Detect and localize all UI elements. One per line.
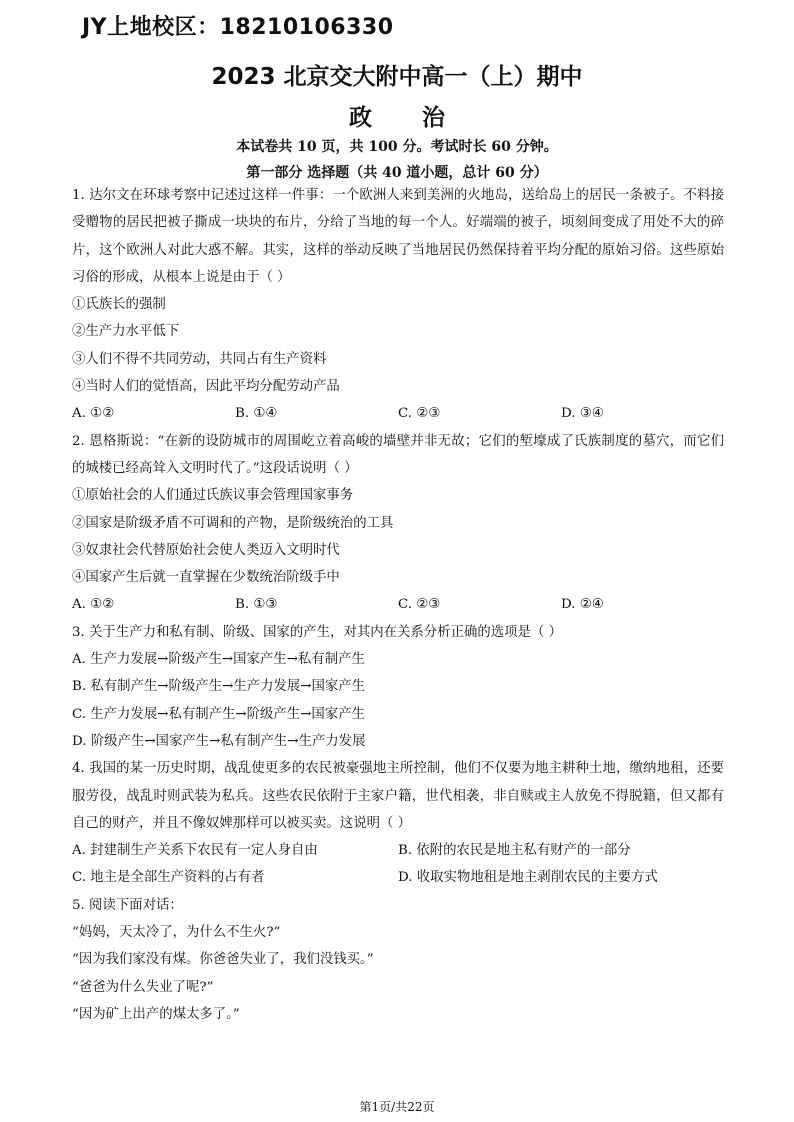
statement-item: ②国家是阶级矛盾不可调和的产物，是阶级统治的工具 (72, 515, 394, 531)
option-d: D. 收取实物地租是地主剥削农民的主要方式 (398, 870, 658, 886)
question-5 (72, 892, 724, 1028)
statement-item: ②生产力水平低下 (72, 324, 180, 340)
page-number: 第1页/共22页 (359, 1100, 435, 1114)
option-d: D. ②④ (561, 597, 604, 613)
subject-char-2: 治 (422, 105, 445, 131)
option-b: B. 私有制产生→阶级产生→生产力发展→国家产生 (72, 679, 366, 695)
answer-options (72, 591, 724, 618)
watermark-contact: JY上地校区：18210106330 (82, 15, 394, 40)
statement-item: ④国家产生后就一直掌握在少数统治阶级手中 (72, 570, 340, 586)
question-2 (72, 428, 724, 619)
subject-char-1: 政 (349, 105, 372, 131)
option-c: C. ②③ (398, 406, 441, 422)
option-a: A. 生产力发展→阶级产生→国家产生→私有制产生 (72, 652, 365, 668)
option-b: B. 依附的农民是地主私有财产的一部分 (398, 843, 631, 859)
answer-options (72, 837, 724, 864)
question-stem: 1. 达尔文在环球考察中记述过这样一件事：一个欧洲人来到美洲的火地岛，送给岛上的居民一条被子。不料接受赠物的居民把被子撕成一块块的布片，分给了当地的每一个人。好端端的被子，顷刻间变成了用处不大的碎片，这个欧洲人对此大惑不解。其实，这样的举动反映了当地居民仍然保持着平均分配的原始习俗。这些原始习俗的形成，从根本上说是由于（ ） (72, 188, 724, 285)
option-a: A. 封建制生产关系下农民有一定人身自由 (72, 843, 318, 859)
exam-title: 2023 北京交大附中高一（上）期中 (211, 64, 583, 90)
option-a: A. ①② (72, 597, 115, 613)
exam-subject (0, 99, 794, 132)
option-c: C. 地主是全部生产资料的占有者 (72, 870, 265, 886)
dialogue-line: “爸爸为什么失业了呢?” (72, 979, 214, 995)
statement-item: ③人们不得不共同劳动，共同占有生产资料 (72, 351, 327, 367)
statement-item: ①原始社会的人们通过氏族议事会管理国家事务 (72, 488, 354, 504)
option-d: D. ③④ (561, 406, 604, 422)
answer-options (72, 400, 724, 427)
exam-info: 本试卷共 10 页，共 100 分。考试时长 60 分钟。 (236, 139, 558, 155)
questions-body (72, 182, 724, 1028)
option-c: C. ②③ (398, 597, 441, 613)
question-stem: 2. 恩格斯说：“在新的设防城市的周围屹立着高峻的墙壁并非无故；它们的堑壕成了氏族制度的墓穴，而它们的城楼已经高耸入文明时代了。”这段话说明（ ） (72, 433, 724, 476)
question-stem: 3. 关于生产力和私有制、阶级、国家的产生，对其内在关系分析正确的选项是（ ） (72, 624, 562, 640)
question-1 (72, 182, 724, 428)
question-stem: 5. 阅读下面对话： (72, 897, 183, 913)
option-c: C. 生产力发展→私有制产生→阶级产生→国家产生 (72, 706, 365, 722)
option-b: B. ①③ (235, 597, 278, 613)
statement-item: ③奴隶社会代替原始社会使人类迈入文明时代 (72, 542, 340, 558)
option-d: D. 阶级产生→国家产生→私有制产生→生产力发展 (72, 733, 366, 749)
statement-item: ④当时人们的觉悟高，因此平均分配劳动产品 (72, 379, 340, 395)
question-3 (72, 619, 724, 755)
option-b: B. ①④ (235, 406, 278, 422)
dialogue-line: “妈妈，天太冷了，为什么不生火?” (72, 925, 281, 941)
question-4 (72, 755, 724, 891)
dialogue-line: “因为矿上出产的煤太多了。” (72, 1006, 240, 1022)
section-heading: 第一部分 选择题（共 40 道小题，总计 60 分） (246, 165, 548, 181)
question-stem: 4. 我国的某一历史时期，战乱使更多的农民被豪强地主所控制，他们不仅要为地主耕种土地，缴纳地租，还要服劳役，战乱时则武装为私兵。这些农民依附于主家户籍，世代相袭，非自赎或主人放免不得脱籍，但又都有自己的财产，并且不像奴婢那样可以被买卖。这说明（ ） (72, 761, 724, 831)
statement-item: ①氏族长的强制 (72, 297, 166, 313)
option-a: A. ①② (72, 406, 115, 422)
answer-options (72, 864, 724, 891)
dialogue-line: “因为我们家没有煤。你爸爸失业了，我们没钱买。” (72, 952, 374, 968)
